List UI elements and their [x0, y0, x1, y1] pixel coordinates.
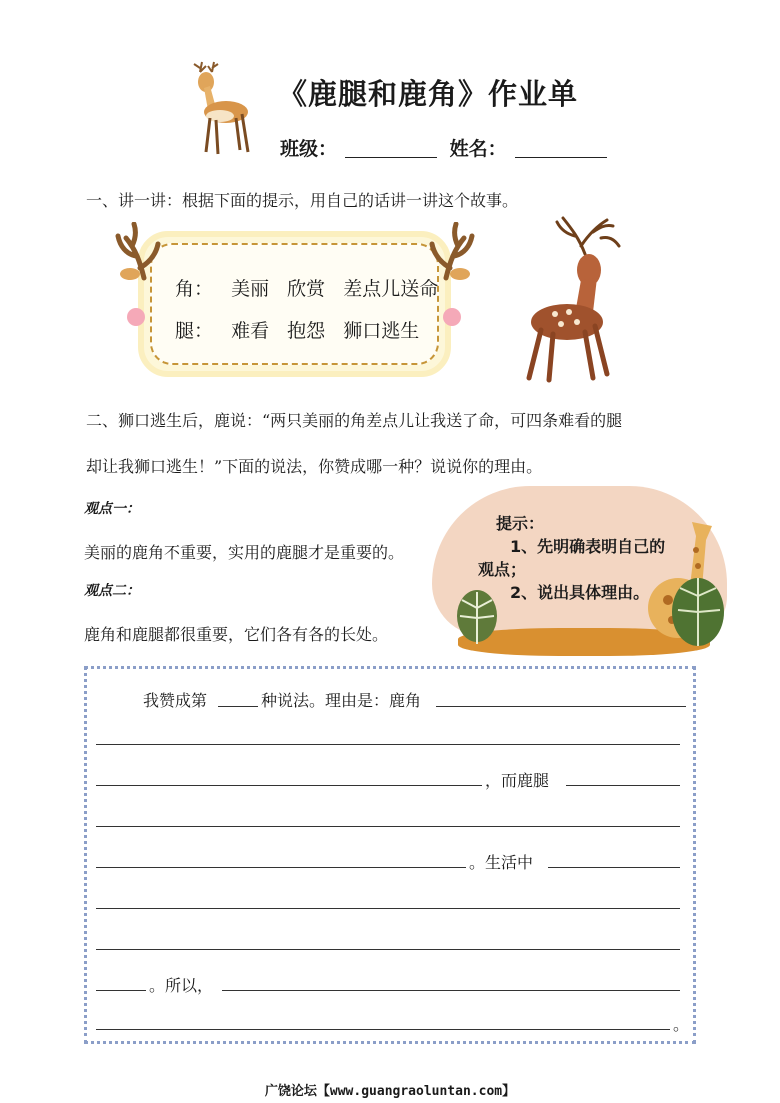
view1-label: 观点一： [84, 501, 140, 517]
section1-prompt: 一、讲一讲：根据下面的提示，用自己的话讲一讲这个故事。 [86, 191, 519, 210]
keyword-word: 差点儿送命 [343, 278, 439, 300]
pink-dot-right [443, 308, 461, 326]
section2-prompt-line1: 二、狮口逃生后，鹿说：“两只美丽的角差点儿让我送了命，可四条难看的腿 [86, 411, 623, 430]
writing-text-end: 。 [670, 1012, 692, 1035]
answer-line[interactable] [96, 949, 680, 950]
answer-line[interactable] [548, 867, 680, 868]
keyword-word: 难看 [231, 320, 270, 342]
answer-line[interactable] [96, 867, 468, 868]
deer-illustration-large [515, 214, 625, 384]
answer-blank[interactable] [436, 706, 686, 707]
view2-label: 观点二： [84, 583, 140, 599]
keyword-word: 狮口逃生 [343, 320, 420, 342]
footer-source: 广饶论坛【www.guangraoluntan.com】 [264, 1084, 516, 1099]
pink-dot-left [127, 308, 145, 326]
deer-illustration-small [180, 58, 256, 158]
tips-item2: 2、说出具体理由。 [510, 583, 650, 602]
tips-title: 提示： [496, 514, 545, 533]
answer-line[interactable] [96, 744, 680, 745]
answer-line[interactable] [96, 785, 486, 786]
antler-left-icon [114, 222, 162, 282]
writing-text-agree: 我赞成第 [140, 688, 210, 711]
page-title: 《鹿腿和鹿角》作业单 [278, 77, 579, 111]
class-label: 班级： [280, 138, 338, 160]
keyword-word: 欣赏 [287, 278, 326, 300]
choice-blank[interactable] [218, 706, 258, 707]
view2-text: 鹿角和鹿腿都很重要，它们各有各的长处。 [84, 625, 389, 644]
answer-line[interactable] [222, 990, 680, 991]
class-name-line [280, 134, 613, 161]
writing-text-leg: ，而鹿腿 [482, 768, 552, 791]
keyword-word: 抱怨 [287, 320, 326, 342]
writing-text-so: 。所以， [146, 973, 216, 996]
answer-line[interactable] [96, 908, 680, 909]
keyword-card-inner [150, 243, 439, 365]
writing-text-reason: 种说法。理由是：鹿角 [258, 688, 424, 711]
answer-line[interactable] [96, 990, 146, 991]
writing-text-life: 。生活中 [466, 850, 536, 873]
answer-line[interactable] [96, 826, 680, 827]
tips-item1-cont: 观点； [478, 560, 527, 579]
keyword-row-label: 角： [175, 278, 214, 300]
tips-item1: 1、先明确表明自己的 [510, 537, 666, 556]
answer-line[interactable] [566, 785, 680, 786]
class-blank[interactable] [345, 139, 437, 158]
name-label: 姓名： [449, 138, 507, 160]
leaf-left-icon [452, 588, 502, 646]
answer-line[interactable] [96, 1029, 670, 1030]
section2-prompt-line2: 却让我狮口逃生！”下面的说法，你赞成哪一种？说说你的理由。 [86, 457, 543, 476]
writing-line-1[interactable] [140, 688, 686, 712]
antler-right-icon [428, 222, 476, 282]
keyword-word: 美丽 [231, 278, 270, 300]
keyword-row-leg [175, 316, 431, 343]
keyword-row-horn [175, 274, 450, 301]
name-blank[interactable] [515, 139, 607, 158]
keyword-row-label: 腿： [175, 320, 214, 342]
view1-text: 美丽的鹿角不重要，实用的鹿腿才是重要的。 [84, 543, 405, 562]
